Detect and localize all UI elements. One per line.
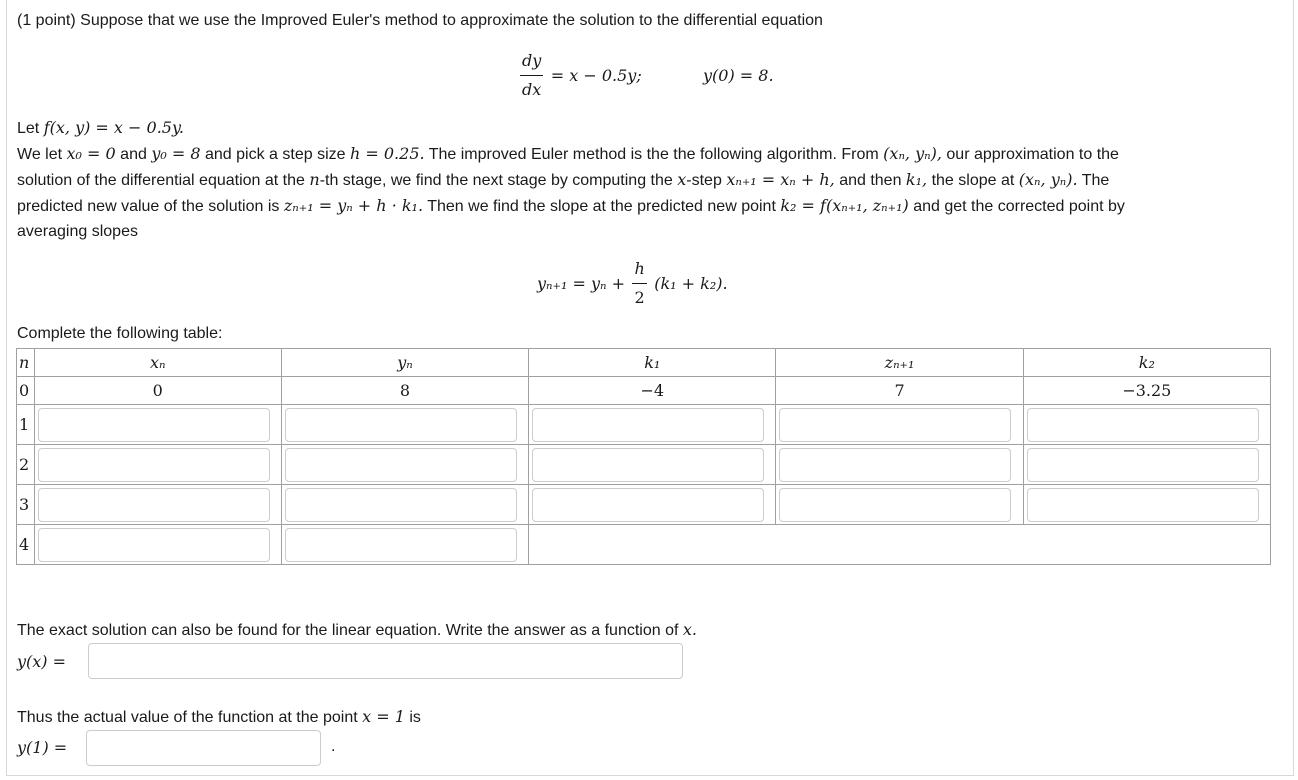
cell-yn [281, 405, 528, 445]
actual-value-prompt [17, 707, 421, 727]
fraction-denominator: dx [522, 80, 542, 99]
cell-xn [34, 485, 281, 525]
cell-yn [281, 485, 528, 525]
paragraph-line-1 [17, 141, 1279, 167]
actual-text: Thus the actual value of the function at the point [17, 709, 358, 726]
paragraph-line-4: averaging slopes [17, 223, 138, 240]
text-fragment: -th stage, we find the next stage by computing the [319, 172, 673, 189]
row-number: 1 [17, 405, 35, 445]
let-f-prefix: Let [17, 120, 40, 137]
cell-k2 [1023, 405, 1270, 445]
cell-zn1 [776, 445, 1023, 485]
cell-yn [281, 445, 528, 485]
table-header-row [17, 349, 1271, 377]
fraction-denominator: 2 [634, 288, 645, 307]
exact-variable: x. [682, 620, 697, 639]
algorithm-paragraph [17, 141, 1279, 244]
math-k2: k₂ = f(xₙ₊₁, zₙ₊₁) [780, 196, 909, 215]
cell-z1: 7 [776, 377, 1023, 405]
h-over-2-fraction [632, 258, 646, 309]
y1-label: y(1) = [17, 738, 68, 757]
table-row [17, 485, 1271, 525]
z4-input[interactable] [779, 488, 1011, 522]
math-predictor: zₙ₊₁ = yₙ + h · k₁. [283, 196, 424, 215]
math-x-step: xₙ₊₁ = xₙ + h, [726, 170, 835, 189]
row-number: 2 [17, 445, 35, 485]
z2-input[interactable] [779, 408, 1011, 442]
text-fragment: predicted new value of the solution is [17, 198, 280, 215]
math-x: x [677, 170, 687, 189]
cell-zn1 [776, 485, 1023, 525]
equation-rhs: = x − 0.5y; [550, 66, 642, 85]
x4-input[interactable] [38, 528, 270, 562]
cell-yn [281, 525, 528, 565]
k2-row3-input[interactable] [1027, 488, 1259, 522]
text-fragment: -step [686, 172, 722, 189]
math-point: (xₙ, yₙ), [883, 144, 942, 163]
exact-solution-input[interactable] [88, 643, 683, 679]
table-row [17, 405, 1271, 445]
table-label: Complete the following table: [17, 325, 223, 342]
cell-k1 [529, 445, 776, 485]
trailing-period: . [331, 738, 336, 755]
text-fragment: The [1081, 172, 1110, 189]
math-x0: x₀ = 0 [66, 144, 116, 163]
header-k1: k₁ [529, 349, 776, 377]
cell-k1: −4 [529, 377, 776, 405]
text-fragment: and [120, 146, 147, 163]
text-fragment: and then [839, 172, 902, 189]
x1-input[interactable] [38, 408, 270, 442]
k2-row2-input[interactable] [1027, 448, 1259, 482]
k2-row1-input[interactable] [1027, 408, 1259, 442]
let-f-line [17, 118, 184, 138]
x3-input[interactable] [38, 488, 270, 522]
fraction-numerator: dy [520, 50, 543, 76]
paragraph-line-3 [17, 193, 1279, 219]
math-n: n [309, 170, 320, 189]
cell-k2: −3.25 [1023, 377, 1270, 405]
k1-row2-input[interactable] [532, 448, 764, 482]
row-number: 3 [17, 485, 35, 525]
z3-input[interactable] [779, 448, 1011, 482]
header-zn1: zₙ₊₁ [776, 349, 1023, 377]
header-n: n [17, 349, 35, 377]
text-fragment: The improved Euler method is the the following algorithm. From [428, 146, 879, 163]
cell-xn [34, 525, 281, 565]
fraction-numerator: h [632, 258, 646, 284]
table-row [17, 445, 1271, 485]
cell-k2 [1023, 485, 1270, 525]
actual-value-input[interactable] [86, 730, 321, 766]
math-step-size: h = 0.25. [349, 144, 425, 163]
cell-k1 [529, 485, 776, 525]
text-fragment: the slope at [931, 172, 1015, 189]
y2-input[interactable] [285, 448, 517, 482]
text-fragment: and get the corrected point by [913, 198, 1125, 215]
k1-row3-input[interactable] [532, 488, 764, 522]
cell-zn1 [776, 405, 1023, 445]
y1-input[interactable] [285, 408, 517, 442]
row-number: 0 [17, 377, 35, 405]
header-yn: yₙ [281, 349, 528, 377]
cell-k1 [529, 405, 776, 445]
problem-intro: (1 point) Suppose that we use the Improved Euler's method to approximate the solution to the differential equation [17, 12, 823, 29]
text-fragment: our approximation to the [946, 146, 1119, 163]
text-fragment: and pick a step size [205, 146, 346, 163]
formula-rhs: (k₁ + k₂). [654, 274, 728, 293]
corrector-formula [537, 258, 728, 309]
math-y0: y₀ = 8 [151, 144, 201, 163]
differential-equation [517, 50, 642, 101]
euler-table [16, 348, 1271, 565]
x2-input[interactable] [38, 448, 270, 482]
actual-is: is [409, 709, 421, 726]
text-fragment: We let [17, 146, 63, 163]
table-row [17, 525, 1271, 565]
cell-k2 [1023, 445, 1270, 485]
f-definition: f(x, y) = x − 0.5y. [43, 118, 184, 137]
dy-dx-fraction [520, 50, 543, 101]
formula-lhs: yₙ₊₁ = yₙ + [537, 274, 625, 293]
paragraph-line-2 [17, 167, 1279, 193]
cell-xn [34, 445, 281, 485]
cell-y0: 8 [281, 377, 528, 405]
cell-xn [34, 405, 281, 445]
exact-solution-prompt [17, 620, 697, 640]
k1-row1-input[interactable] [532, 408, 764, 442]
y4-input[interactable] [285, 528, 517, 562]
header-xn: xₙ [34, 349, 281, 377]
initial-condition: y(0) = 8. [703, 66, 774, 85]
header-k2: k₂ [1023, 349, 1270, 377]
cell-x0: 0 [34, 377, 281, 405]
empty-cell [529, 525, 1271, 565]
math-point: (xₙ, yₙ). [1018, 170, 1078, 189]
y3-input[interactable] [285, 488, 517, 522]
actual-point: x = 1 [362, 707, 405, 726]
table-row [17, 377, 1271, 405]
math-k1: k₁, [905, 170, 928, 189]
yx-label: y(x) = [17, 652, 67, 671]
row-number: 4 [17, 525, 35, 565]
text-fragment: solution of the differential equation at the [17, 172, 305, 189]
exact-text: The exact solution can also be found for the linear equation. Write the answer as a function of [17, 622, 679, 639]
text-fragment: Then we find the slope at the predicted new point [427, 198, 776, 215]
